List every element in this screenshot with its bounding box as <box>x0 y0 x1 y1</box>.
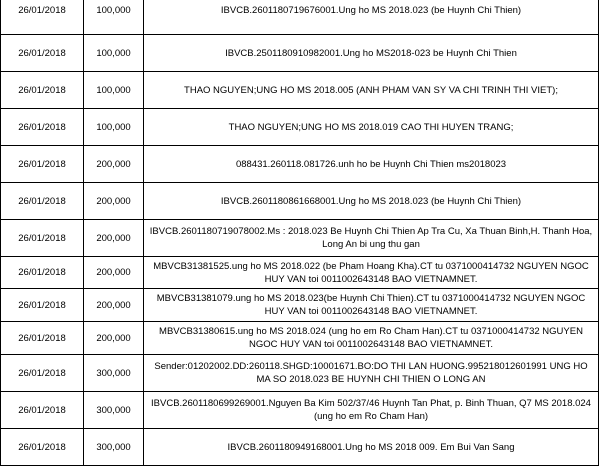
description-cell: IBVCB.2601180699269001.Nguyen Ba Kim 502/37/46 Huynh Tan Phat, p. Binh Thuan, Q7 MS 2018.024 (ung ho em Ro Cham Han) <box>144 392 599 429</box>
table-row <box>1 220 599 257</box>
amount-cell: 200,000 <box>84 322 144 355</box>
amount-cell: 100,000 <box>84 109 144 146</box>
date-cell: 26/01/2018 <box>1 35 84 72</box>
amount-cell: 200,000 <box>84 183 144 220</box>
description-cell: MBVCB31381079.ung ho MS 2018.023(be Huynh Chi Thien).CT tu 0371000414732 NGUYEN NGOC HUY VAN toi 0011002643148 BAO VIETNAMNET. <box>144 289 599 322</box>
description-cell: IBVCB.2601180949168001.Ung ho MS 2018 009. Em Bui Van Sang <box>144 429 599 466</box>
date-cell: 26/01/2018 <box>1 257 84 289</box>
description-cell: IBVCB.2601180861668001.Ung ho MS 2018.023 (be Huynh Chi Thien) <box>144 183 599 220</box>
table-row <box>1 146 599 183</box>
table-row <box>1 289 599 322</box>
date-cell: 26/01/2018 <box>1 392 84 429</box>
amount-cell: 200,000 <box>84 289 144 322</box>
table-row <box>1 429 599 466</box>
amount-cell: 100,000 <box>84 0 144 35</box>
amount-cell: 300,000 <box>84 355 144 392</box>
date-cell: 26/01/2018 <box>1 146 84 183</box>
table-row <box>1 257 599 289</box>
description-cell: IBVCB.2501180910982001.Ung ho MS2018-023 be Huynh Chi Thien <box>144 35 599 72</box>
description-cell: IBVCB.2601180719676001.Ung ho MS 2018.023 (be Huynh Chi Thien) <box>144 0 599 35</box>
description-cell: THAO NGUYEN;UNG HO MS 2018.005 (ANH PHAM VAN SY VA CHI TRINH THI VIET); <box>144 72 599 109</box>
table-row <box>1 0 599 35</box>
table-row <box>1 35 599 72</box>
table-row <box>1 109 599 146</box>
date-cell: 26/01/2018 <box>1 322 84 355</box>
description-cell: IBVCB.2601180719078002.Ms : 2018.023 Be Huynh Chi Thien Ap Tra Cu, Xa Thuan Binh,H. Thanh Hoa, Long An bi ung thu gan <box>144 220 599 257</box>
transactions-body <box>1 0 599 466</box>
date-cell: 26/01/2018 <box>1 72 84 109</box>
amount-cell: 300,000 <box>84 429 144 466</box>
date-cell: 26/01/2018 <box>1 429 84 466</box>
amount-cell: 100,000 <box>84 72 144 109</box>
date-cell: 26/01/2018 <box>1 220 84 257</box>
amount-cell: 300,000 <box>84 392 144 429</box>
table-row <box>1 72 599 109</box>
amount-cell: 200,000 <box>84 146 144 183</box>
description-cell: MBVCB31381525.ung ho MS 2018.022 (be Pham Hoang Kha).CT tu 0371000414732 NGUYEN NGOC HUY VAN toi 0011002643148 BAO VIETNAMNET. <box>144 257 599 289</box>
amount-cell: 200,000 <box>84 257 144 289</box>
table-row <box>1 355 599 392</box>
date-cell: 26/01/2018 <box>1 183 84 220</box>
description-cell: THAO NGUYEN;UNG HO MS 2018.019 CAO THI HUYEN TRANG; <box>144 109 599 146</box>
date-cell: 26/01/2018 <box>1 289 84 322</box>
amount-cell: 100,000 <box>84 35 144 72</box>
description-cell: MBVCB31380615.ung ho MS 2018.024 (ung ho em Ro Cham Han).CT tu 0371000414732 NGUYEN NGOC HUY VAN toi 0011002643148 BAO VIETNAMNET. <box>144 322 599 355</box>
date-cell: 26/01/2018 <box>1 0 84 35</box>
table-row <box>1 392 599 429</box>
description-cell: 088431.260118.081726.unh ho be Huynh Chi Thien ms2018023 <box>144 146 599 183</box>
amount-cell: 200,000 <box>84 220 144 257</box>
table-row <box>1 183 599 220</box>
table-row <box>1 322 599 355</box>
description-cell: Sender:01202002.DD:260118.SHGD:10001671.BO:DO THI LAN HUONG.995218012601991 UNG HO MA SO 2018.023 BE HUYNH CHI THIEN O LONG AN <box>144 355 599 392</box>
date-cell: 26/01/2018 <box>1 355 84 392</box>
date-cell: 26/01/2018 <box>1 109 84 146</box>
